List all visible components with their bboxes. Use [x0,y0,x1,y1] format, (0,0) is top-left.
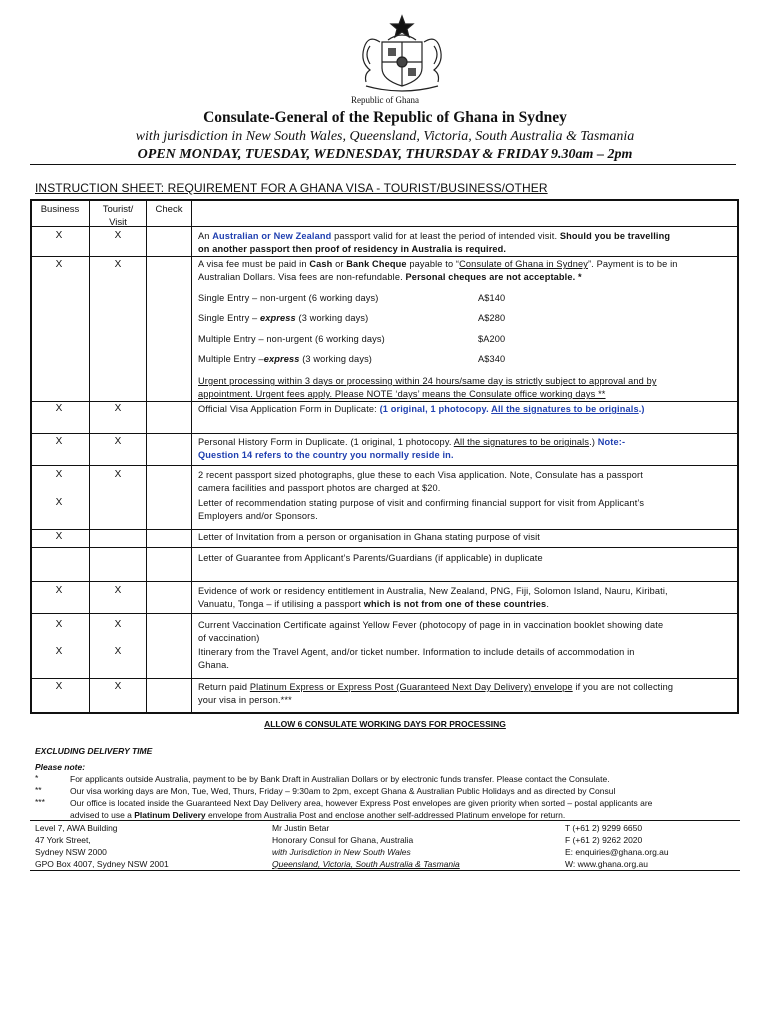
tourist-x-mark: X [114,646,122,657]
tourist-x-mark: X [114,403,122,414]
row-divider [30,465,739,466]
row-divider [30,401,739,402]
fee-label: Multiple Entry –express (3 working days) [198,354,373,364]
fee-amount: $A200 [478,334,506,344]
business-x-mark: X [55,585,63,596]
requirement-itinerary: Itinerary from the Travel Agent, and/or ticket number. Information to include details of accommodation in Ghana. [198,647,635,670]
requirement-invitation-letter: Letter of Invitation from a person or organisation in Ghana stating purpose of visit [198,532,541,542]
fee-label: Single Entry – non-urgent (6 working days) [198,293,379,303]
row-divider [30,529,739,530]
footnote-mark: ** [35,785,42,795]
requirement-visa-fee: A visa fee must be paid in Cash or Bank Cheque payable to “Consulate of Ghana in Sydney”. Payment is to be in Australian Dollars. Visa fees are non-refundable. Personal cheques are not acceptable. * [198,259,678,282]
urgent-processing-note: Urgent processing within 3 days or processing within 24 hours/same day is strictly subject to approval and by appointment. Urgent fees apply. Please NOTE ‘days’ means the Consulate office working days ** [198,376,657,399]
requirement-vaccination-certificate: Current Vaccination Certificate against Yellow Fever (photocopy of page in in vaccination booklet showing date of vaccination) [198,620,664,643]
business-x-mark: X [55,619,63,630]
footnote-text: Our visa working days are Mon, Tue, Wed, Thurs, Friday – 9:30am to 2pm, except Ghana & Australian Public Holidays and as directed by Consul [70,786,616,796]
requirement-return-envelope: Return paid Platinum Express or Express Post (Guaranteed Next Day Delivery) envelope if you are not collecting your visa in person.*** [198,682,674,705]
column-divider [146,199,147,714]
column-header-tourist-line1: Tourist/ [102,204,134,215]
business-x-mark: X [55,497,63,508]
footnote-text: For applicants outside Australia, payment to be by Bank Draft in Australian Dollars or by electronic funds transfer. Please contact the Consulate. [70,774,610,784]
crest-caption: Republic of Ghana [351,95,419,105]
column-header-tourist [90,203,146,229]
row-divider [30,433,739,434]
footer-bottom-divider [30,870,740,871]
business-x-mark: X [55,436,63,447]
tourist-x-mark: X [114,230,122,241]
footnote-text-continued: advised to use a Platinum Delivery envelope from Australia Post and enclose another self-addressed Platinum envelope for return. [70,810,566,820]
business-x-mark: X [55,681,63,692]
excluding-delivery-note: EXCLUDING DELIVERY TIME [35,746,153,756]
jurisdiction-subtitle: with jurisdiction in New South Wales, Queensland, Victoria, South Australia & Tasmania [135,129,635,144]
page-title: Consulate-General of the Republic of Ghana in Sydney [203,109,567,126]
row-divider [30,547,739,548]
tourist-x-mark: X [114,259,122,270]
business-x-mark: X [55,403,63,414]
row-divider [30,581,739,582]
fee-amount: A$140 [478,293,506,303]
requirement-guarantee-letter: Letter of Guarantee from Applicant’s Parents/Guardians (if applicable) in duplicate [198,553,543,563]
business-x-mark: X [55,469,63,480]
processing-time-notice: ALLOW 6 CONSULATE WORKING DAYS FOR PROCESSING [264,719,506,729]
fee-amount: A$280 [478,313,506,323]
honorary-consul: Mr Justin Betar Honorary Consul for Ghana, Australia with Jurisdiction in New South Wales Queensland, Victoria, South Australia & Tasmania [272,823,460,869]
tourist-x-mark: X [114,436,122,447]
tourist-x-mark: X [114,619,122,630]
requirement-application-form: Official Visa Application Form in Duplicate: (1 original, 1 photocopy. All the signatures to be originals.) [198,404,645,414]
column-divider [191,199,192,714]
row-divider [30,613,739,614]
instruction-sheet-title: INSTRUCTION SHEET: REQUIREMENT FOR A GHANA VISA - TOURIST/BUSINESS/OTHER [35,181,548,195]
column-header-tourist-line2: Visit [109,217,127,228]
tourist-x-mark: X [114,585,122,596]
business-x-mark: X [55,230,63,241]
requirement-recommendation-letter: Letter of recommendation stating purpose of visit and confirming financial support for visit from Applicant’s Employers and/or Sponsors. [198,498,645,521]
fee-label: Multiple Entry – non-urgent (6 working days) [198,334,385,344]
requirement-photographs: 2 recent passport sized photographs, glue these to each Visa application. Note, Consulate has a passport camera facilities and passport photos are charged at $20. [198,470,643,493]
please-note-heading: Please note: [35,762,86,772]
footnote-text: Our office is located inside the Guaranteed Next Day Delivery area, however Express Post envelopes are given priority when sorted – postal applicants are [70,798,653,808]
row-divider [30,678,739,679]
tourist-x-mark: X [114,469,122,480]
requirement-passport: An Australian or New Zealand passport valid for at least the period of intended visit. Should you be travelling on another passport then proof of residency in Australia is required. [198,231,671,254]
header-divider [30,164,736,165]
footer-divider [30,820,740,821]
ghana-coat-of-arms-emblem [352,12,452,96]
column-divider [89,199,90,714]
consulate-address: Level 7, AWA Building 47 York Street, Sydney NSW 2000 GPO Box 4007, Sydney NSW 2001 [35,823,169,869]
opening-hours: OPEN MONDAY, TUESDAY, WEDNESDAY, THURSDAY & FRIDAY 9.30am – 2pm [137,147,633,162]
business-x-mark: X [55,646,63,657]
column-header-check: Check [155,204,183,215]
fee-label: Single Entry – express (3 working days) [198,313,369,323]
business-x-mark: X [55,531,63,542]
tourist-x-mark: X [114,681,122,692]
footnote-mark: *** [35,797,45,807]
fee-amount: A$340 [478,354,506,364]
business-x-mark: X [55,259,63,270]
requirement-residency-evidence: Evidence of work or residency entitlement in Australia, New Zealand, PNG, Fiji, Solomon Island, Nauru, Kiribati, Vanuatu, Tonga – if utilising a passport which is not from one of these countries. [198,586,668,609]
footnote-mark: * [35,773,39,783]
requirement-personal-history: Personal History Form in Duplicate. (1 original, 1 photocopy. All the signatures to be originals.) Note:- Question 14 refers to the country you normally reside in. [198,437,626,460]
column-header-business: Business [40,204,80,215]
contact-details: T (+61 2) 9299 6650 F (+61 2) 9262 2020 E: enquiries@ghana.org.au W: www.ghana.org.au [565,823,669,869]
row-divider [30,256,739,257]
